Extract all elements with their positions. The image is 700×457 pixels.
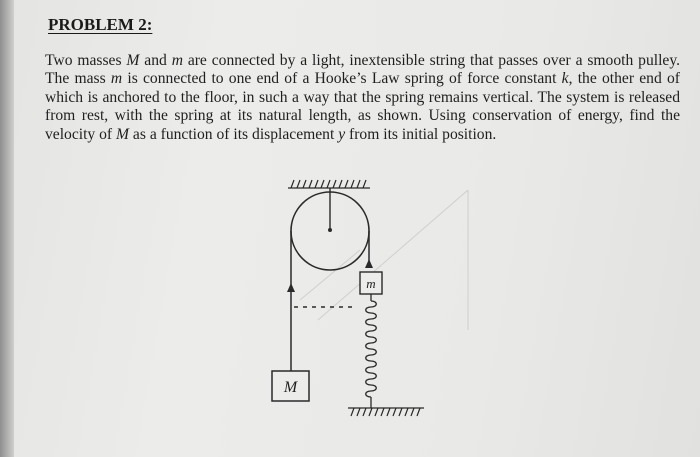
pulley-axle xyxy=(328,228,332,232)
symbol-y: y xyxy=(338,125,346,143)
arrow-up-right-icon xyxy=(365,259,373,268)
text-segment: , the other end of which is anchored to the floor, in such a way that the spring remains vertical. The system is released from rest, with the spring at its natural length, as shown. Using conservation of energy, find the velocity of xyxy=(45,70,680,143)
mass-M-label: M xyxy=(283,379,298,396)
text-segment: is connected to one end of a Hooke’s Law spring of force constant xyxy=(122,70,562,88)
ceiling-support xyxy=(288,180,370,188)
symbol-m: m xyxy=(110,70,123,88)
problem-title: PROBLEM 2: xyxy=(48,15,153,34)
symbol-k: k xyxy=(561,70,569,88)
bleed-through-marks xyxy=(300,190,468,330)
text-segment: are connected by a light, inextensible string that passes over a smooth pulley. The mass xyxy=(45,52,681,88)
symbol-M: M xyxy=(116,125,130,143)
text-segment: as a function of its displacement xyxy=(129,125,339,143)
symbol-M: M xyxy=(126,52,140,69)
text-segment: from its initial position. xyxy=(345,125,497,143)
spring xyxy=(366,294,377,408)
floor-support xyxy=(348,408,424,416)
text-segment: and xyxy=(139,52,172,69)
mass-m-label: m xyxy=(366,276,376,291)
arrow-up-left-icon xyxy=(287,283,295,292)
symbol-m: m xyxy=(171,52,183,69)
text-segment: Two masses xyxy=(45,52,127,69)
